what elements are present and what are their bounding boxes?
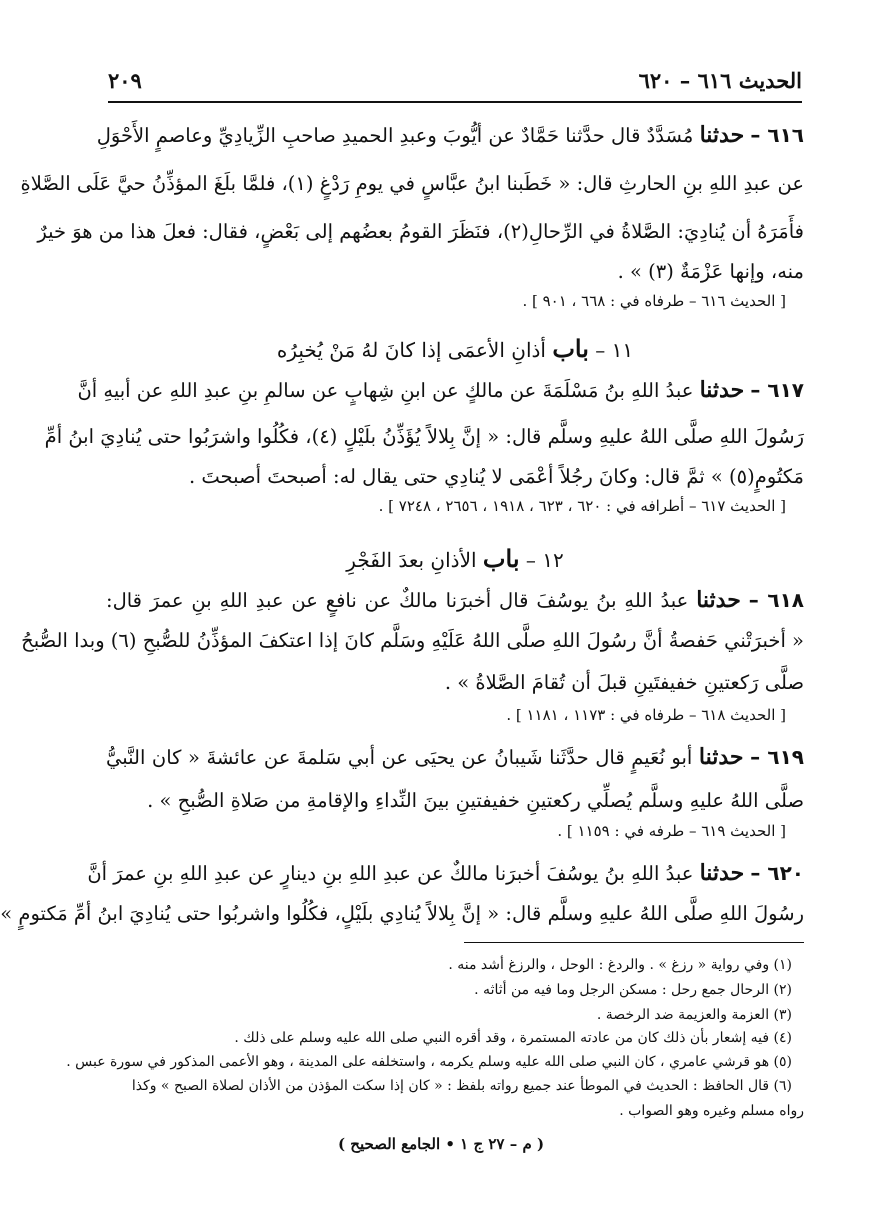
footnote-6-continued: رواه مسلم وغيره وهو الصواب .	[619, 1103, 804, 1119]
footnote-6: (٦) قال الحافظ : الحديث في الموطأ عند جميع رواته بلفظ : « كان إذا سكت المؤذن من الأذان لصلاة الصبح » وكذا	[131, 1078, 792, 1094]
footnote-2: (٢) الرحال جمع رحل : مسكن الرجل وما فيه من أثاثه .	[474, 982, 792, 998]
hadith-617-line-3: مَكتُومٍ(٥) » ثمَّ قال: وكانَ رجُلاً أعْمَى لا يُنادِي حتى يقال له: أصبحتَ أصبحتَ .	[189, 465, 804, 488]
hadith-616-line-1	[96, 122, 804, 148]
hadith-text: أبو نُعَيمٍ قال حدَّثَنا شَيبانُ عن يحيَى عن أبي سَلمةَ عن عائشةَ « كان النَّبيُّ	[106, 746, 693, 769]
chapter-bab: باب	[552, 334, 589, 363]
hadith-620-line-1	[87, 860, 804, 886]
chapter-bab: باب	[482, 544, 520, 573]
hadith-620-line-2: رسُولَ اللهِ صلَّى اللهُ عليهِ وسلَّم قال: « إنَّ بِلالاً يُنادِي بلَيْلٍ، فكُلُوا واشربُوا حتى يُنادِيَ ابنُ أمِّ مَكتومٍ »	[0, 902, 804, 925]
hadith-616-line-3: فأَمَرَهُ أن يُنادِيَ: الصَّلاةُ في الرِّحالِ(٢)، فنَظَرَ القومُ بعضُهم إلى بَعْضٍ، فقال: فعلَ هذا من هوَ خيرٌ	[37, 220, 804, 243]
hadith-618-line-3: صلَّى رَكعتينِ خفيفتَينِ قبلَ أن تُقامَ الصَّلاةُ » .	[444, 671, 804, 694]
hadith-text: عبدُ اللهِ بنُ يوسُفَ قال أخبرَنا مالكٌ عن نافعٍ عن عبدِ اللهِ بنِ عمرَ قال:	[106, 589, 689, 612]
chapter-12-heading	[106, 544, 804, 573]
footnote-5: (٥) هو قرشي عامري ، كان النبي صلى الله عليه وسلم يكرمه ، واستخلفه على المدينة ، وهو الأعمى المذكور في سورة عبس .	[66, 1054, 792, 1070]
hadith-text: عبدُ اللهِ بنُ يوسُفَ أخبرَنا مالكٌ عن عبدِ اللهِ بنِ دينارٍ عن عبدِ اللهِ بنِ عمرَ أنَّ	[87, 862, 694, 885]
hadith-619-reference: [ الحديث ٦١٩ – طرفه في : ١١٥٩ ] .	[557, 822, 786, 840]
hadith-619-line-2: صلَّى اللهُ عليهِ وسلَّم يُصلِّي ركعتينِ خفيفتينِ بينَ النِّداءِ والإقامةِ من صَلاةِ الصُّبحِ » .	[147, 789, 804, 812]
footnote-3: (٣) العزمة والعزيمة ضد الرخصة .	[596, 1007, 792, 1023]
haddathana-mark: حدثنا	[699, 860, 745, 886]
hadith-616-line-2: عن عبدِ اللهِ بنِ الحارثِ قال: « خَطَبنا ابنُ عبَّاسٍ في يومِ رَدْغٍ (١)، فلمَّا بلَغَ المؤذِّنُ حيَّ عَلَى الصَّلاةِ	[20, 172, 804, 195]
hadith-617-line-1	[77, 377, 804, 403]
hadith-number: ٦١٩ –	[750, 745, 805, 769]
hadith-617-line-2: رَسُولَ اللهِ صلَّى اللهُ عليهِ وسلَّم قال: « إنَّ بِلالاً يُؤَذِّنُ بلَيْلٍ (٤)، فكُلُوا واشرَبُوا حتى يُنادِيَ ابنُ أمِّ	[44, 425, 804, 448]
hadith-616-line-4: منه، وإنها عَزْمَةٌ (٣) » .	[617, 260, 804, 283]
footnote-rule	[464, 942, 804, 943]
main-text	[0, 122, 805, 925]
hadith-618-line-1	[106, 587, 804, 613]
hadith-text: عبدُ اللهِ بنُ مَسْلَمَةَ عن مالكٍ عن ابنِ شِهابٍ عن سالمِ بنِ عبدِ اللهِ عن أبيهِ أنَّ	[77, 379, 694, 402]
header-rule	[108, 101, 802, 103]
haddathana-mark: حدثنا	[699, 122, 745, 148]
hadith-number: ٦١٦ –	[750, 123, 804, 147]
chapter-title: أذانِ الأعمَى إذا كانَ لهُ مَنْ يُخبِرُه	[276, 338, 546, 362]
haddathana-mark: حدثنا	[698, 744, 744, 770]
printer-signature: ( م – ٢٧ ج ١ • الجامع الصحيح )	[337, 1135, 545, 1153]
footnote-4: (٤) فيه إشعار بأن ذلك كان من عادته المستمرة ، وقد أقره النبي صلى الله عليه وسلم على ذلك .	[234, 1030, 792, 1046]
hadith-617-reference: [ الحديث ٦١٧ – أطرافه في : ٦٢٠ ، ٦٢٣ ، ١٩١٨ ، ٢٦٥٦ ، ٧٢٤٨ ] .	[378, 497, 786, 515]
running-title: الحديث ٦١٦ – ٦٢٠	[638, 68, 802, 93]
hadith-618-line-2: « أخبرَتْني حَفصةُ أنَّ رسُولَ اللهِ صلَّى اللهُ عَلَيْهِ وسَلَّم كانَ إذا اعتكفَ المؤذِّنُ للصُّبحِ (٦) وبدا الصُّبحُ	[21, 629, 804, 652]
hadith-618-reference: [ الحديث ٦١٨ – طرفاه في : ١١٧٣ ، ١١٨١ ] .	[506, 706, 786, 724]
chapter-number: ١٢ –	[525, 548, 564, 572]
hadith-number: ٦١٧ –	[750, 378, 804, 402]
page-number: ٢٠٩	[108, 68, 142, 93]
page-header	[108, 66, 802, 106]
hadith-number: ٦١٨ –	[748, 588, 805, 612]
chapter-title: الأذانِ بعدَ الفَجْرِ	[346, 548, 477, 572]
chapter-number: ١١ –	[595, 338, 634, 362]
hadith-616-reference: [ الحديث ٦١٦ – طرفاه في : ٦٦٨ ، ٩٠١ ] .	[522, 292, 786, 310]
haddathana-mark: حدثنا	[699, 377, 745, 403]
haddathana-mark: حدثنا	[696, 587, 741, 613]
hadith-619-line-1	[106, 744, 804, 770]
hadith-number: ٦٢٠ –	[750, 861, 804, 885]
footnote-1: (١) وفي رواية « رزغ » . والردغ : الوحل ، والرزغ أشد منه .	[448, 957, 792, 973]
chapter-11-heading	[106, 334, 804, 363]
hadith-text: مُسَدَّدٌ قال حدَّثنا حَمَّادٌ عن أيُّوبَ وعبدِ الحميدِ صاحبِ الزِّيادِيِّ وعاصمٍ الأَحْوَلِ	[96, 124, 694, 147]
